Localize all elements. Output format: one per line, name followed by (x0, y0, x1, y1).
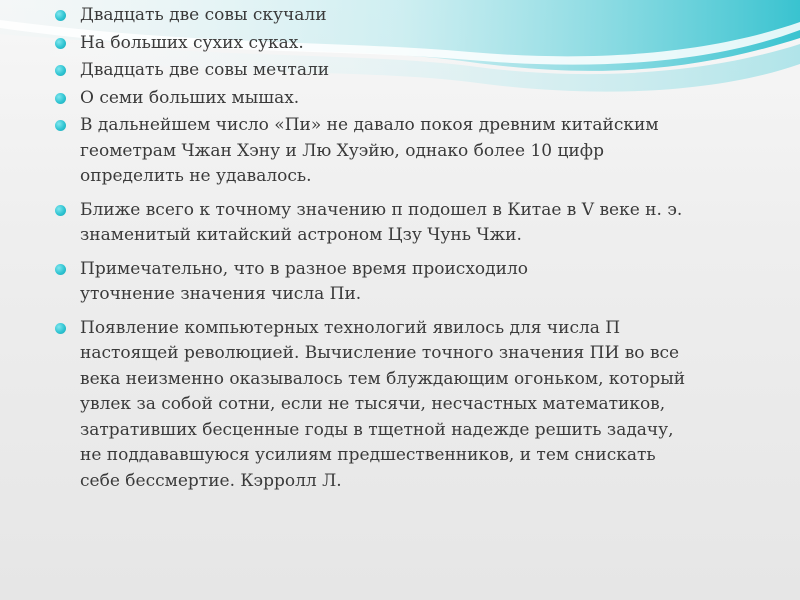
list-item (52, 113, 782, 190)
bullet-text: На больших сухих суках. (80, 32, 304, 53)
list-item (52, 3, 782, 29)
bullet-icon (55, 38, 66, 49)
bullet-text: Двадцать две совы скучали (80, 5, 327, 25)
bullet-icon (55, 205, 66, 216)
bullet-text: В дальнейшем число «Пи» не давало покоя древним китайским геометрам Чжан Хэну и Лю Хуэйю, однако более 10 цифр определить не удавалось. (80, 115, 659, 186)
bullet-icon (55, 65, 66, 76)
list-item (52, 31, 782, 57)
list-item (52, 58, 782, 84)
list-item (52, 257, 782, 308)
bullet-icon (55, 264, 66, 275)
slide-body (52, 3, 782, 496)
bullet-icon (55, 10, 66, 21)
list-item (52, 86, 782, 112)
list-item (52, 316, 782, 495)
bullet-icon (55, 93, 66, 104)
list-item (52, 198, 782, 249)
bullet-text: Двадцать две совы мечтали (80, 60, 330, 80)
bullet-text: О семи больших мышах. (80, 87, 300, 108)
bullet-list (52, 3, 782, 494)
bullet-text: Ближе всего к точному значению π подошел в Китае в V веке н. э. знаменитый китайский астроном Цзу Чунь Чжи. (80, 199, 683, 245)
bullet-icon (55, 323, 66, 334)
bullet-text: Примечательно, что в разное время происходило уточнение значения числа Пи. (80, 258, 528, 304)
bullet-icon (55, 120, 66, 131)
bullet-text: Появление компьютерных технологий явилось для числа П настоящей революцией. Вычисление точного значения ПИ во все века неизменно оказывалось тем блуждающим огоньком, который увлек за собой сотни, если не тысячи, несчастных математиков, затративших бесценные годы в тщетной надежде решить задачу, не поддававшуюся усилиям предшественников, и тем снискать себе бессмертие. Кэрролл Л. (80, 317, 686, 491)
